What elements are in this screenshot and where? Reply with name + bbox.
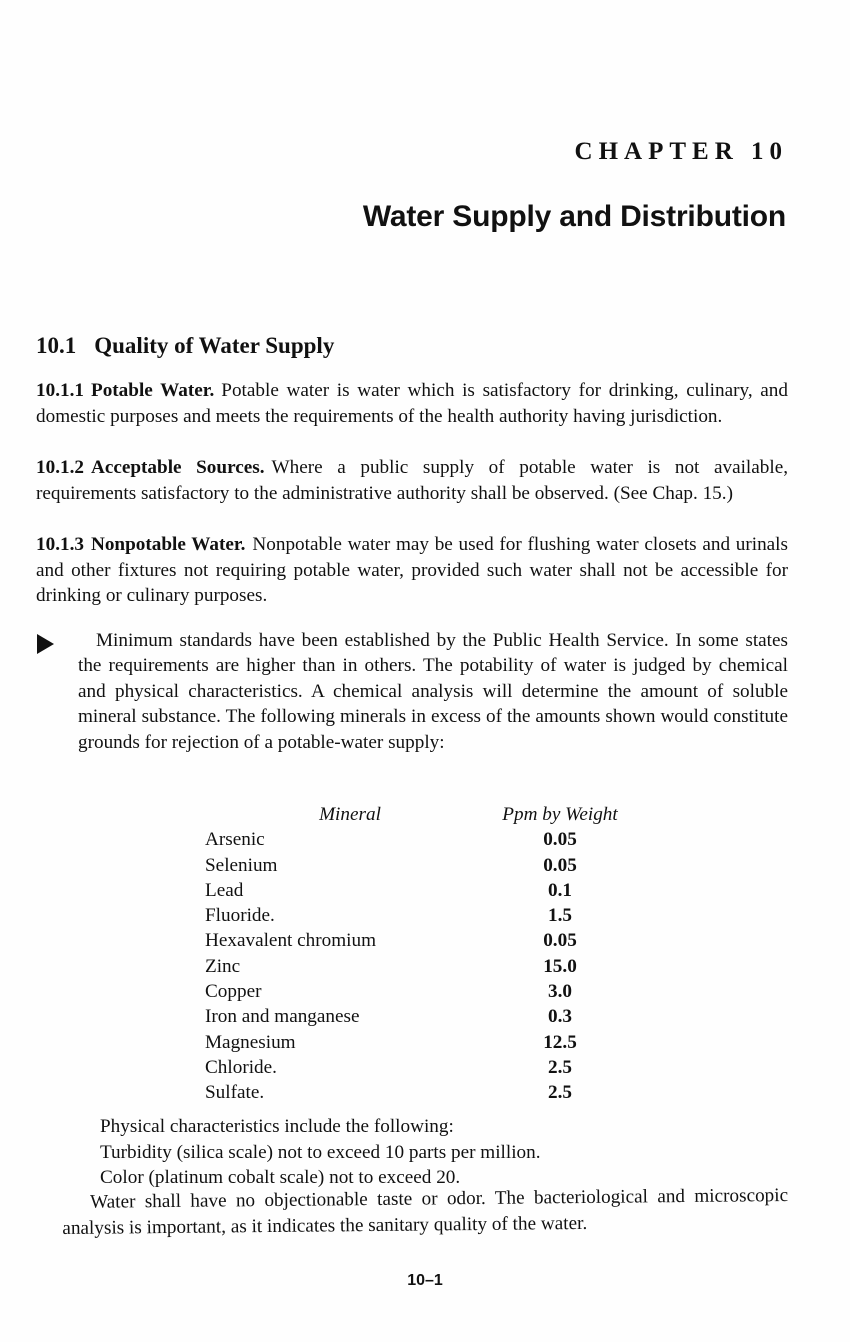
mineral-name: Lead (205, 879, 244, 901)
table-row (205, 979, 655, 1004)
turbidity-line: Turbidity (silica scale) not to exceed 10 parts per million. (100, 1141, 541, 1163)
physical-characteristics-intro: Physical characteristics include the following: (100, 1116, 454, 1137)
mineral-name: Chloride. (205, 1056, 277, 1078)
column-header-mineral: Mineral (319, 804, 381, 825)
triangle-right-marker-icon (37, 634, 54, 654)
clause-text: Nonpotable water may be used for flushing water closets and urinals and other fixtures not requiring potable water, provided such water shall not be accessible for drinking or culinary purposes. (36, 534, 788, 607)
clause-term: Potable Water. (90, 380, 215, 401)
table-row (205, 1055, 655, 1080)
table-row (205, 853, 655, 878)
mineral-limits-table (205, 802, 655, 1106)
table-row (205, 1030, 655, 1055)
clause-number: 10.1.3 (36, 534, 84, 555)
mineral-name: Hexavalent chromium (205, 930, 377, 952)
mineral-ppm: 2.5 (548, 1056, 572, 1078)
section-heading-text: Quality of Water Supply (94, 333, 335, 358)
clause-number: 10.1.2 (36, 457, 84, 478)
standards-paragraph (78, 628, 788, 755)
table-row (205, 1080, 655, 1105)
clause-10-1-3 (36, 532, 788, 609)
mineral-name: Iron and manganese (205, 1006, 360, 1028)
mineral-name: Magnesium (205, 1031, 296, 1053)
clause-number: 10.1.1 (36, 380, 84, 401)
mineral-name: Zinc (205, 955, 241, 977)
table-header-row (205, 802, 655, 827)
standards-paragraph-text: Minimum standards have been established by the Public Health Service. In some states the requirements are higher than in others. The potability of water is judged by chemical and physical characteristics. A chemical analysis will determine the amount of soluble mineral substance. The following minerals in excess of the amounts shown would constitute grounds for rejection of a potable-water supply: (78, 630, 788, 753)
clause-text: Potable water is water which is satisfactory for drinking, culinary, and domestic purposes and meets the requirements of the health authority having jurisdiction. (36, 380, 788, 427)
mineral-name: Sulfate. (205, 1082, 265, 1104)
mineral-ppm: 0.1 (548, 879, 572, 901)
water-quality-paragraph (62, 1183, 788, 1242)
table-row (205, 878, 655, 903)
table-row (205, 1004, 655, 1029)
mineral-name: Copper (205, 981, 262, 1003)
mineral-name: Arsenic (205, 829, 265, 851)
mineral-ppm: 15.0 (543, 955, 577, 977)
color-line: Color (platinum cobalt scale) not to exceed 20. (100, 1167, 461, 1189)
mineral-ppm: 0.3 (548, 1006, 572, 1028)
mineral-ppm: 12.5 (543, 1031, 577, 1053)
table-row (205, 903, 655, 928)
column-header-ppm: Ppm by Weight (502, 804, 618, 825)
mineral-name: Selenium (205, 854, 278, 876)
page-title: Water Supply and Distribution (362, 200, 786, 233)
table-row (205, 954, 655, 979)
mineral-name: Fluoride. (205, 905, 275, 927)
mineral-ppm: 2.5 (548, 1082, 572, 1104)
mineral-ppm: 0.05 (543, 930, 577, 952)
table-row (205, 827, 655, 852)
physical-characteristics-block (100, 1114, 800, 1191)
section-number: 10.1 (36, 333, 77, 358)
water-quality-paragraph-text: Water shall have no objectionable taste or odor. The bacteriological and microscopic analysis is important, as it indicates the sanitary quality of the water. (62, 1185, 789, 1239)
chapter-label: CHAPTER 10 (574, 138, 788, 165)
table-row (205, 928, 655, 953)
clause-term: Acceptable Sources. (90, 457, 265, 478)
mineral-ppm: 0.05 (543, 854, 577, 876)
clause-term: Nonpotable Water. (90, 534, 246, 555)
clause-10-1-1 (36, 378, 788, 429)
mineral-ppm: 0.05 (543, 829, 577, 851)
clause-text: Where a public supply of potable water is not available, requirements satisfactory to the administrative authority shall be observed. (See Chap. 15.) (36, 457, 789, 504)
mineral-ppm: 1.5 (548, 905, 572, 927)
section-heading (36, 333, 334, 359)
page-number-footer: 10–1 (407, 1272, 443, 1289)
mineral-ppm: 3.0 (548, 981, 572, 1003)
clause-10-1-2 (36, 455, 788, 506)
